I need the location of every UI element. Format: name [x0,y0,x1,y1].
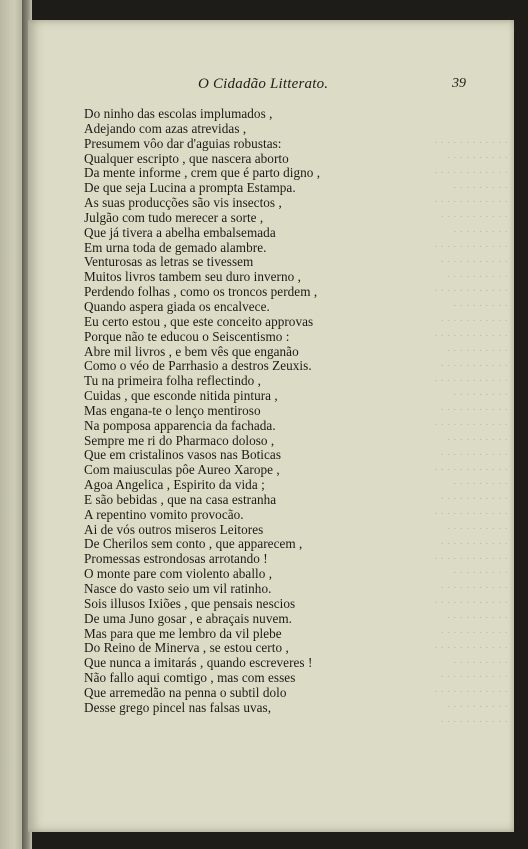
poem-line: Que em cristalinos vasos nas Boticas [84,447,282,463]
poem-line: Com maiusculas pôe Aureo Xarope , [84,462,280,478]
poem-line: Da mente informe , crem que é parto digno , [84,165,321,181]
poem-line: Nasce do vasto seio um vil ratinho. [84,581,272,596]
poem-line: Quando aspera giada os encalvece. [84,298,270,314]
poem-line: Do ninho das escolas implumados , [84,106,273,121]
poem-line: A repentino vomito provocão. [84,506,244,522]
book-page [28,20,514,832]
poem-line: Ai de vós outros miseros Leitores [84,521,264,537]
poem-line: De Cherilos sem conto , que apparecem , [84,536,303,552]
poem-line: Promessas estrondosas arrotando ! [84,551,268,567]
poem-line: Agoa Angelica , Espirito da vida ; [84,477,265,493]
poem-line: Tu na primeira folha reflectindo , [84,373,261,389]
poem-line: De uma Juno gosar , e abraçais nuvem. [84,610,293,626]
poem-line: Qualquer escripto , que nascera aborto [84,150,289,166]
poem-line: Presumem vôo dar d'aguias robustas: [84,135,282,151]
poem-line: Do Reino de Minerva , se estou certo , [84,640,289,656]
poem-line: Cuidas , que esconde nitida pintura , [84,388,278,404]
poem-line: As suas producções são vis insectos , [84,195,282,211]
poem-line: Como o véo de Parrhasio a destros Zeuxis. [84,358,312,374]
poem-line: Adejando com azas atrevidas , [84,120,247,136]
poem-line: Que já tivera a abelha embalsemada [84,224,276,240]
poem-line: Desse grego pincel nas falsas uvas, [84,699,272,715]
poem-line: Perdendo folhas , como os troncos perdem , [84,284,318,300]
poem-line: De que seja Lucina a prompta Estampa. [84,180,296,196]
poem-line: Muitos livros tambem seu duro inverno , [84,269,301,285]
poem-line: Em urna toda de gemado alambre. [84,239,267,255]
poem-line: Julgão com tudo merecer a sorte , [84,209,264,225]
poem-line: Sois illusos Ixiões , que pensais nescios [84,595,296,611]
poem-line: Sempre me ri do Pharmaco doloso , [84,432,275,448]
poem-line: O monte pare com violento aballo , [84,566,273,582]
poem-line: Que arremedão na penna o subtil dolo [84,684,287,700]
poem-line: Que nunca a imitarás , quando escreveres ! [84,655,313,671]
poem-line: Na pomposa apparencia da fachada. [84,417,276,433]
show-through-text: · · · · · · · · · · · · · · · · · · · · · · · · · · · · · · · · · · · · · · · · · · · · · · · · · · · · · · · · · · · · · · · · · · · · · · · · · · · · · · · · · · · · · · · · · · · · · · · · · · · · · · · · · · · · · · · · · · · · · · · · · · · · · · · · · · · · · · · · · · · · · · · · · · · · · · · · · · · · · · · · · · · · · · · · · · · · · · · · · · · · · · · · · · · · · · · · · · · · · · · · · · · · · · · · · · · · · · · · · · · · · · · · · · · · · · · · · · · · · · · · · · · · · · · · · · · · · · · · · · · · · · · · · · · · · · · · · · · · · · · · · · · · · · · · · · · · · · · · · · · · · · · · · · · · · · · · · · · · · · · · · · · · · · · · · · · · · · · · · · · · · · · · · · · · · · · · · · · · · · · · · · · · · · · · · · · · · · · · · · · · · · · · · · · · · · · · · · · · · · · · · · · · · · · · · · · · · · · · · · · · · · · · · · · · · · · · · [433,137,508,728]
poem-line: E são bebidas , que na casa estranha [84,491,277,507]
page-number: 39 [452,76,466,91]
running-header [28,74,514,100]
poem-line: Porque não te educou o Seiscentismo : [84,328,290,344]
poem-line: Eu certo estou , que este conceito approvas [84,313,314,329]
poem-line: Venturosas as letras se tivessem [84,254,254,270]
poem-line: Mas engana-te o lenço mentiroso [84,402,261,418]
running-title: O Cidadão Litterato. [198,76,329,92]
poem-line: Mas para que me lembro da vil plebe [84,625,282,641]
poem-body [84,107,504,716]
poem-line: Abre mil livros , e bem vês que enganão [84,343,299,359]
poem-line: Não fallo aqui comtigo , mas com esses [84,670,296,686]
